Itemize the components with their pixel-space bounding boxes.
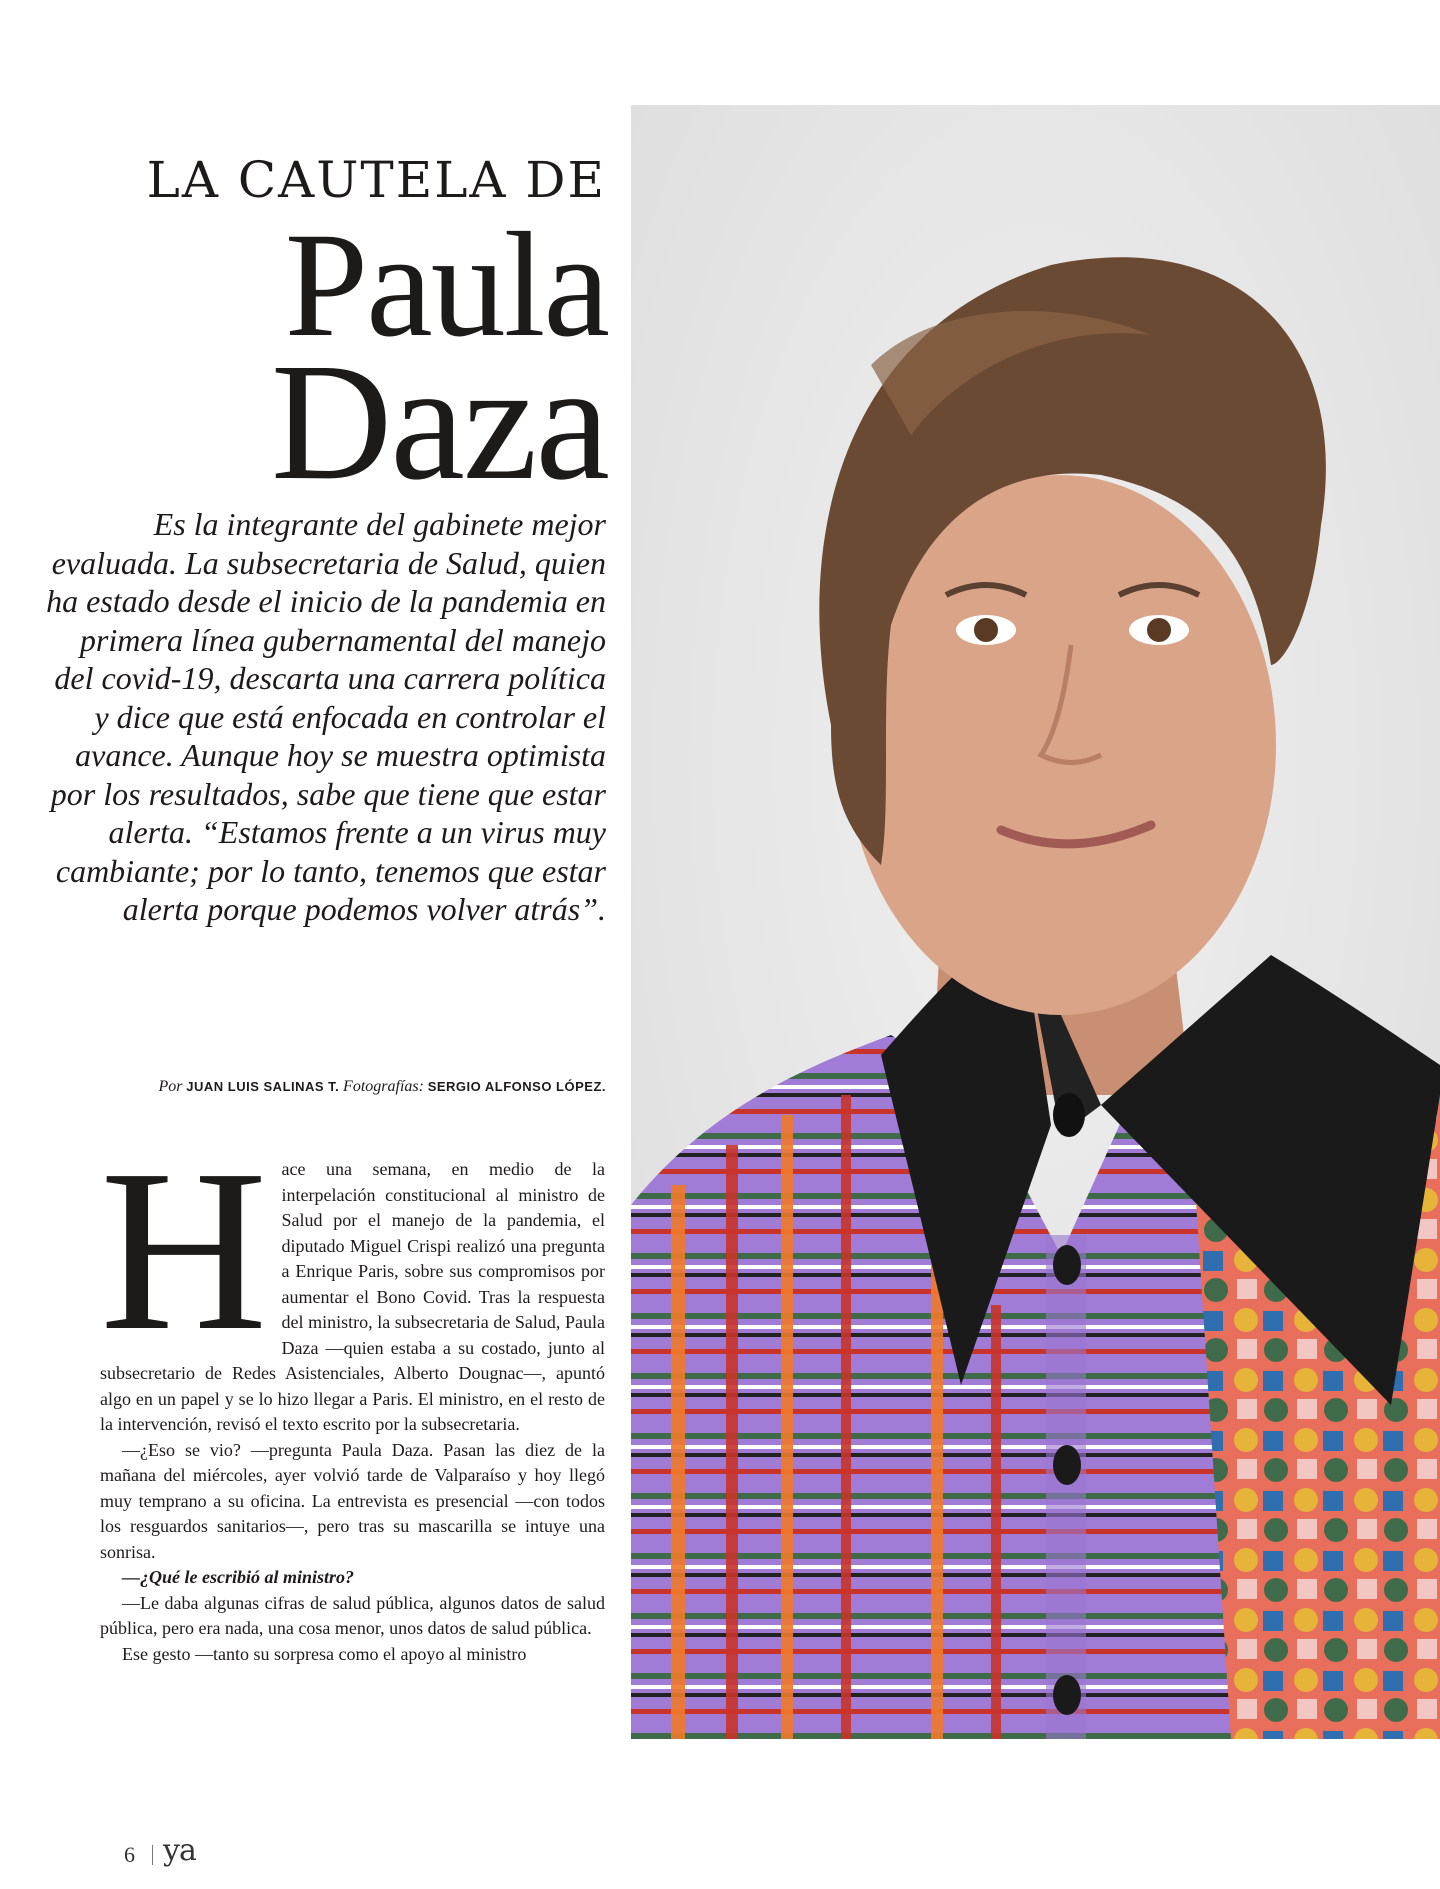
question-1: —¿Qué le escribió al ministro? [122,1567,355,1587]
footer-divider [152,1845,153,1865]
byline [46,1077,606,1097]
magazine-logo: ya [163,1833,196,1868]
byline-photographer: SERGIO ALFONSO LÓPEZ. [427,1079,606,1094]
portrait-illustration [631,105,1440,1739]
page-number: 6 [124,1842,135,1867]
paragraph-3: —Le daba algunas cifras de salud pública, algunos datos de salud pública, pero era nada, una cosa menor, unos datos de salud pública. [100,1592,605,1638]
paragraph-1 [100,1122,605,1438]
paragraph-1-text: ace una semana, en medio de la interpelación constitucional al ministro de Salud por el manejo de la pandemia, el diputado Miguel Crispi realizó una pregunta a Enrique Paris, sobre sus compromisos por aumentar el Bono Covid. Tras la respuesta del ministro, la subsecretaria de Salud, Paula Daza —quien estaba a su costado, junto al subsecretario de Redes Asistenciales, Alberto Dougnac—, apuntó algo en un papel y se lo hizo llegar a Paris. El ministro, en el resto de la intervención, revisó el texto escrito por la subsecretaria. [100,1159,605,1434]
paragraph-4: Ese gesto —tanto su sorpresa como el apoyo al ministro [122,1643,527,1664]
article-deck: Es la integrante del gabinete mejor evaluada. La subsecretaria de Salud, quien ha estado desde el inicio de la pandemia en primera línea gubernamental del manejo del covid-19, descarta una carrera política y dice que está enfocada en controlar el avance. Aunque hoy se muestra optimista por los resultados, sabe que tiene que estar alerta. “Estamos frente a un virus muy cambiante; por lo tanto, tenemos que estar alerta porque podemos volver atrás”. [46,506,606,927]
article-body [100,1122,605,1667]
drop-cap: H [100,1122,268,1379]
headline-name-last: Daza [270,329,608,515]
byline-author: JUAN LUIS SALINAS T. [186,1079,340,1094]
portrait-photo [631,105,1440,1739]
paragraph-2: —¿Eso se vio? —pregunta Paula Daza. Pasan las diez de la mañana del miércoles, ayer volvió tarde de Valparaíso y hoy llegó muy temprano a su oficina. La entrevista es presencial —con todos los resguardos sanitarios—, pero tras su mascarilla se intuye una sonrisa. [100,1439,605,1562]
headline-name-first: Paula [284,202,608,368]
byline-por: Por [158,1078,183,1095]
byline-photos-label: Fotografías: [343,1078,424,1095]
headline-kicker: LA CAUTELA DE [146,151,606,209]
